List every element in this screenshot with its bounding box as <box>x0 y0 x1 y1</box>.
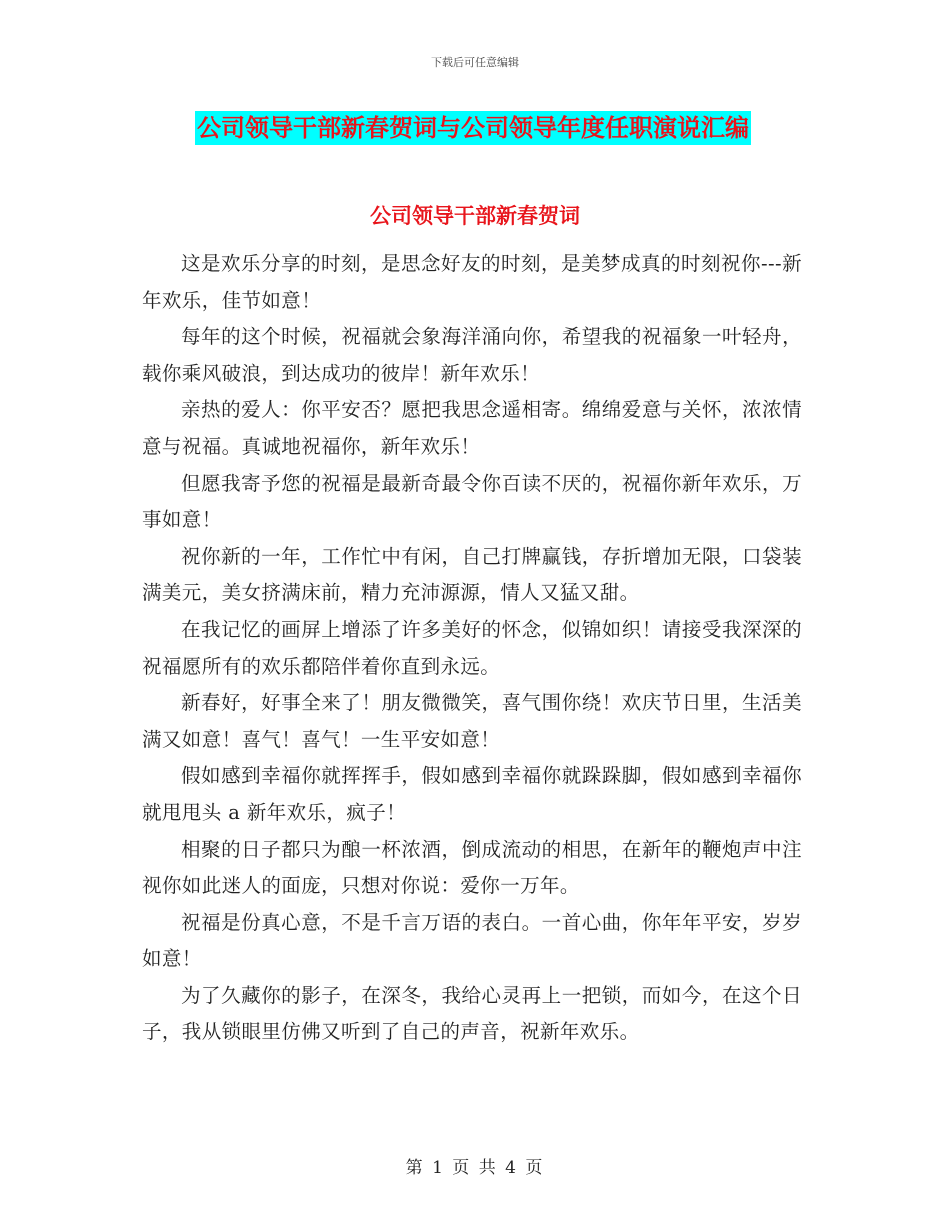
document-main-title: 公司领导干部新春贺词与公司领导年度任职演说汇编 <box>195 111 751 145</box>
main-title-container <box>195 111 751 145</box>
paragraph: 每年的这个时候，祝福就会象海洋涌向你，希望我的祝福象一叶轻舟，载你乘风破浪，到达成功的彼岸！新年欢乐！ <box>142 325 802 385</box>
paragraph: 祝你新的一年，工作忙中有闲，自己打牌赢钱，存折增加无限，口袋装满美元，美女挤满床前，精力充沛源源，情人又猛又甜。 <box>142 544 802 605</box>
document-body <box>142 246 802 1051</box>
paragraph: 在我记忆的画屏上增添了许多美好的怀念，似锦如织！请接受我深深的祝福愿所有的欢乐都陪伴着你直到永远。 <box>142 617 802 678</box>
paragraph: 新春好，好事全来了！朋友微微笑，喜气围你绕！欢庆节日里，生活美满又如意！喜气！喜气！一生平安如意！ <box>142 691 802 751</box>
paragraph: 相聚的日子都只为酿一杯浓酒，倒成流动的相思，在新年的鞭炮声中注视你如此迷人的面庞，只想对你说：爱你一万年。 <box>142 837 802 898</box>
paragraph: 假如感到幸福你就挥挥手，假如感到幸福你就跺跺脚，假如感到幸福你就甩甩头 a 新年欢乐，疯子！ <box>142 764 802 824</box>
paragraph: 但愿我寄予您的祝福是最新奇最令你百读不厌的，祝福你新年欢乐，万事如意！ <box>142 471 802 532</box>
paragraph: 为了久藏你的影子，在深冬，我给心灵再上一把锁，而如今，在这个日子，我从锁眼里仿佛又听到了自己的声音，祝新年欢乐。 <box>142 983 802 1044</box>
header-note: 下载后可任意编辑 <box>431 56 519 69</box>
paragraph: 这是欢乐分享的时刻，是思念好友的时刻，是美梦成真的时刻祝你---新年欢乐，佳节如意！ <box>142 252 802 312</box>
paragraph: 亲热的爱人：你平安否？愿把我思念遥相寄。绵绵爱意与关怀，浓浓情意与祝福。真诚地祝福你，新年欢乐！ <box>142 398 802 458</box>
section-title: 公司领导干部新春贺词 <box>370 204 580 228</box>
paragraph: 祝福是份真心意，不是千言万语的表白。一首心曲，你年年平安，岁岁如意！ <box>142 910 802 971</box>
page-number-footer: 第 1 页 共 4 页 <box>405 1158 545 1178</box>
